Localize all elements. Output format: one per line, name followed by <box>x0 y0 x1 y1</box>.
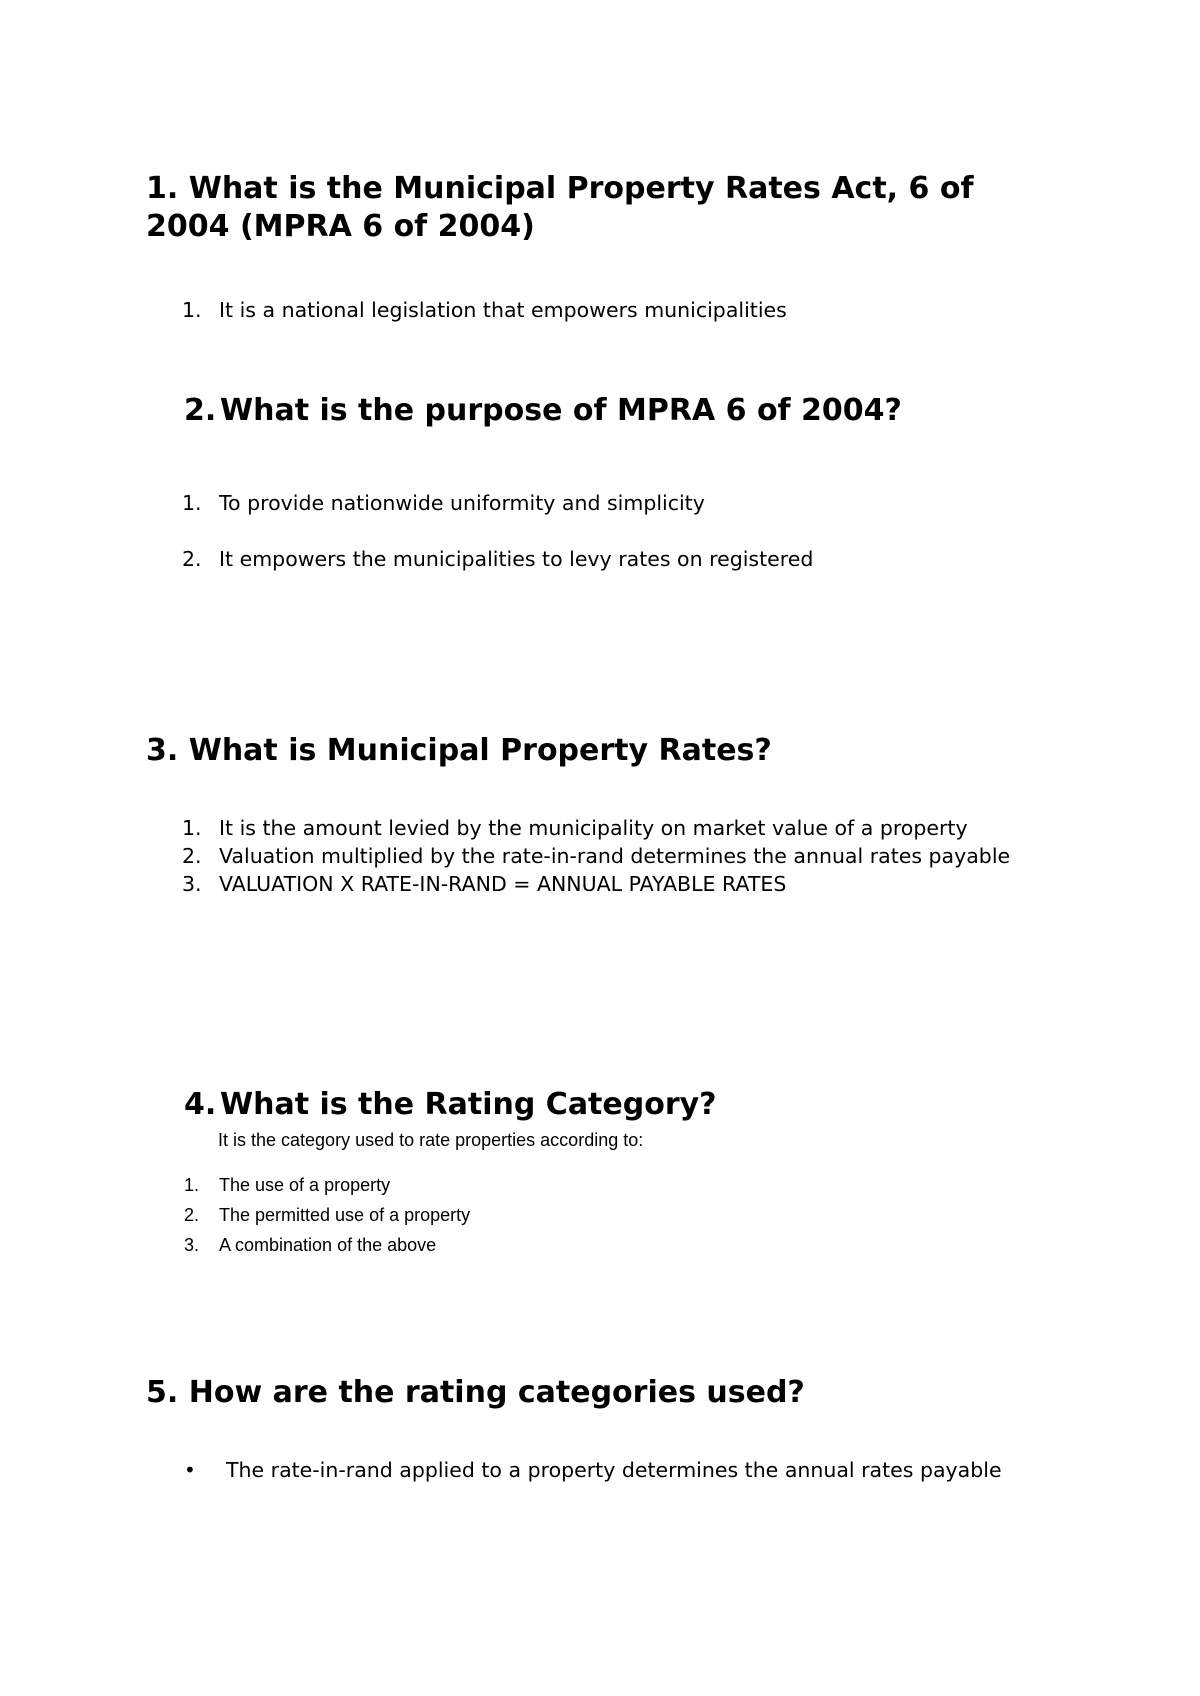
list-marker: 1. <box>182 491 202 515</box>
list-item <box>184 1170 984 1200</box>
list-item-text: It empowers the municipalities to levy rates on registered <box>219 547 814 571</box>
list-item <box>184 1200 984 1230</box>
list-item <box>182 489 1082 517</box>
list-item-text: VALUATION X RATE-IN-RAND = ANNUAL PAYABLE RATES <box>219 872 787 896</box>
section-2-title: What is the purpose of MPRA 6 of 2004? <box>220 393 902 428</box>
list-item-text: Valuation multiplied by the rate-in-rand determines the annual rates payable <box>219 844 1011 868</box>
list-item <box>182 296 1082 324</box>
bullet-icon: • <box>184 1458 196 1482</box>
list-item-text: To provide nationwide uniformity and simplicity <box>219 491 705 515</box>
section-5-list <box>182 1456 1002 1484</box>
section-2-heading <box>184 392 1084 430</box>
list-item-text: It is a national legislation that empowers municipalities <box>219 298 787 322</box>
section-5-title: How are the rating categories used? <box>188 1375 805 1410</box>
list-marker: 2. <box>184 1205 200 1225</box>
list-item <box>182 842 1042 870</box>
list-marker: 1. <box>182 298 202 322</box>
section-5-heading <box>146 1374 1066 1412</box>
section-5-number: 5. <box>146 1375 179 1410</box>
list-item <box>182 545 1082 573</box>
section-2-list <box>182 489 1082 573</box>
list-item-text: The use of a property <box>219 1175 391 1195</box>
section-1-number: 1. <box>146 171 179 206</box>
list-marker: 3. <box>182 872 202 896</box>
section-4-intro: It is the category used to rate properties according to: <box>218 1130 644 1150</box>
list-item-text: The rate-in-rand applied to a property determines the annual rates payable <box>226 1458 1002 1482</box>
section-3-heading <box>146 732 1066 770</box>
list-item <box>182 1456 1002 1484</box>
section-1-title: What is the Municipal Property Rates Act, 6 of 2004 (MPRA 6 of 2004) <box>146 171 974 244</box>
list-item <box>184 1230 984 1260</box>
list-item-text: It is the amount levied by the municipality on market value of a property <box>219 816 968 840</box>
section-3-title: What is Municipal Property Rates? <box>188 733 772 768</box>
section-4-number: 4. <box>184 1087 217 1122</box>
list-marker: 1. <box>184 1175 200 1195</box>
list-marker: 1. <box>182 816 202 840</box>
list-item <box>182 870 1042 898</box>
list-marker: 3. <box>184 1235 200 1255</box>
section-2-number: 2. <box>184 393 217 428</box>
list-marker: 2. <box>182 844 202 868</box>
list-item <box>182 814 1042 842</box>
list-item-text: The permitted use of a property <box>219 1205 471 1225</box>
section-4-title: What is the Rating Category? <box>220 1087 717 1122</box>
section-1-list <box>182 296 1082 324</box>
section-4-heading <box>184 1086 1084 1124</box>
list-item-text: A combination of the above <box>219 1235 437 1255</box>
section-1-heading <box>146 170 1066 246</box>
section-4-list <box>184 1170 984 1260</box>
section-3-list <box>182 814 1042 898</box>
list-marker: 2. <box>182 547 202 571</box>
section-3-number: 3. <box>146 733 179 768</box>
